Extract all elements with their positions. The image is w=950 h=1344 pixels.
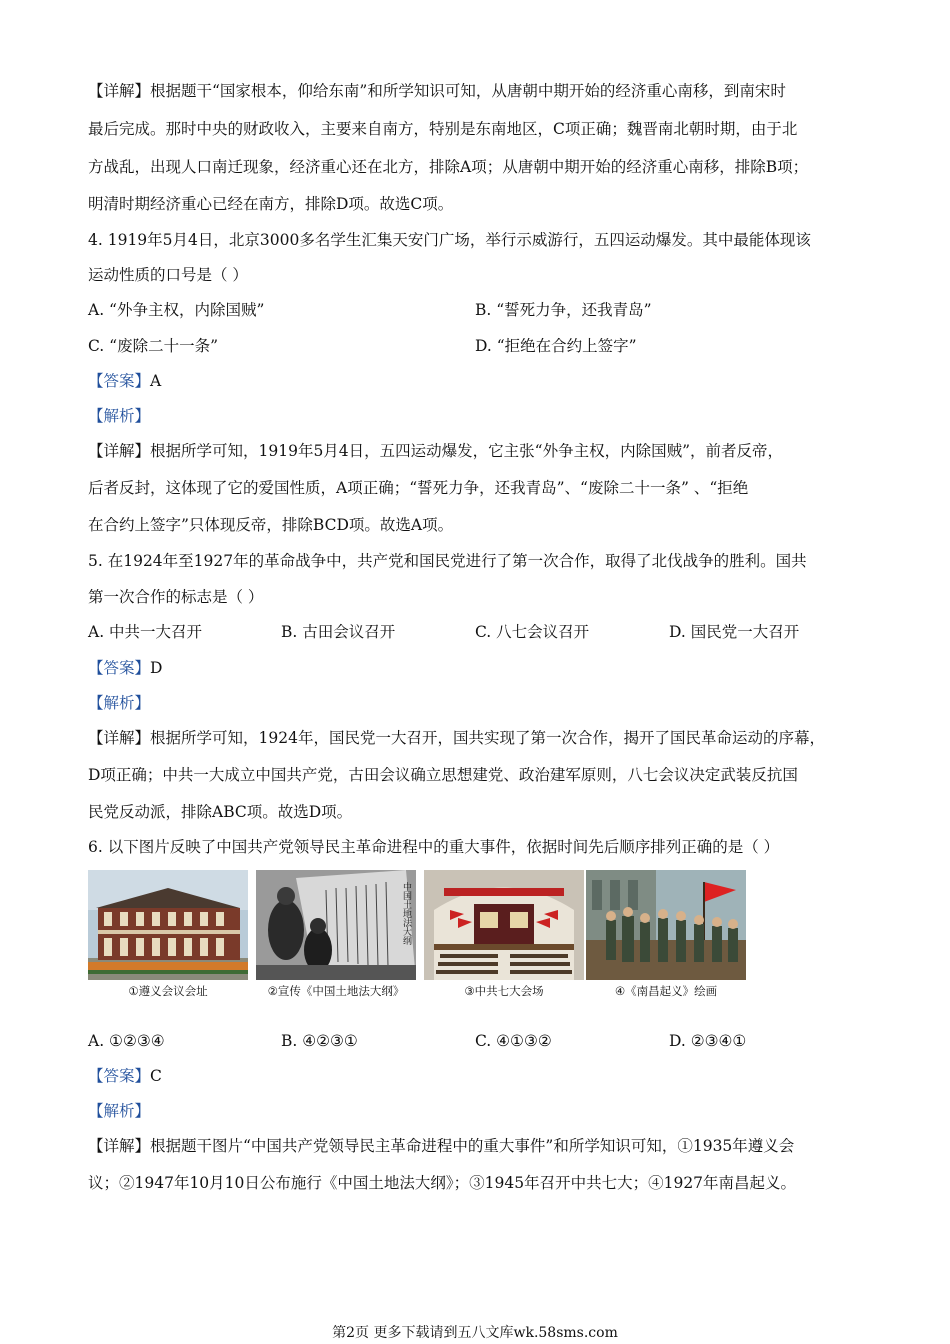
q4-detail-line: 【详解】根据所学可知，1919年5月4日，五四运动爆发，它主张“外争主权，内除国贼”，前者反帝， (88, 442, 784, 460)
figure-caption: ④《南昌起义》绘画 (614, 984, 718, 998)
figure-land-law (256, 870, 416, 999)
q4-option-a: A. “外争主权，内除国贼” (88, 301, 265, 319)
q3-detail-line: 明清时期经济重心已经在南方，排除D项。故选C项。 (88, 195, 454, 213)
q6-detail-line: 议；②1947年10月10日公布施行《中国土地法大纲》；③1945年召开中共七大；④1927年南昌起义。 (88, 1174, 797, 1192)
q5-detail-line: 【详解】根据所学可知，1924年，国民党一大召开，国共实现了第一次合作，揭开了国民革命运动的序幕， (88, 729, 825, 747)
q6-detail-line: 【详解】根据题干图片“中国共产党领导民主革命进程中的重大事件”和所学知识可知，①1935年遵义会 (88, 1137, 795, 1155)
q5-option-c: C. 八七会议召开 (475, 623, 590, 641)
q3-detail-line: 方战乱，出现人口南迁现象，经济重心还在北方，排除A项；从唐朝中期开始的经济重心南移，排除B项； (88, 158, 809, 176)
board-title: 中国土地法大纲 (401, 882, 411, 945)
zunyi-building-image (88, 870, 248, 980)
q6-answer (88, 1065, 162, 1087)
answer-tag: 【答案】 (88, 1067, 151, 1085)
q5-detail-line: 民党反动派，排除ABC项。故选D项。 (88, 803, 353, 821)
congress-hall-image (424, 870, 584, 980)
figure-seventh-congress (424, 870, 584, 999)
q4-analysis-tag: 【解析】 (88, 407, 151, 425)
q6-option-d: D. ②③④① (669, 1032, 747, 1050)
q4-answer (88, 370, 161, 392)
land-law-image (256, 870, 416, 980)
q5-analysis-tag: 【解析】 (88, 694, 151, 712)
q4-detail-line: 在合约上签字”只体现反帝，排除BCD项。故选A项。 (88, 516, 454, 534)
q6-figure-row (88, 870, 748, 1000)
q4-stem-line: 运动性质的口号是（ ） (88, 266, 248, 284)
q4-option-d: D. “拒绝在合约上签字” (475, 337, 637, 355)
answer-value: D (150, 659, 163, 677)
answer-value: C (150, 1067, 162, 1085)
q4-option-c: C. “废除二十一条” (88, 337, 219, 355)
q5-answer (88, 657, 162, 679)
q4-option-b: B. “誓死力争，还我青岛” (475, 301, 652, 319)
q4-stem-line: 4. 1919年5月4日，北京3000多名学生汇集天安门广场，举行示威游行，五四运动爆发。其中最能体现该 (88, 231, 811, 249)
q3-detail-line: 最后完成。那时中央的财政收入，主要来自南方，特别是东南地区，C项正确；魏晋南北朝时期，由于北 (88, 120, 798, 138)
q6-stem-line: 6. 以下图片反映了中国共产党领导民主革命进程中的重大事件，依据时间先后顺序排列正确的是（ ） (88, 838, 780, 856)
nanchang-painting-image (586, 870, 746, 980)
figure-caption: ①遵义会议会址 (128, 984, 208, 998)
q3-detail-line: 【详解】根据题干“国家根本，仰给东南”和所学知识可知，从唐朝中期开始的经济重心南移，到南宋时 (88, 82, 786, 100)
page-footer: 第2页 更多下载请到五八文库wk.58sms.com (332, 1325, 618, 1341)
answer-tag: 【答案】 (88, 372, 151, 390)
figure-caption: ②宣传《中国土地法大纲》 (267, 984, 405, 998)
q5-option-b: B. 古田会议召开 (281, 623, 396, 641)
q5-detail-line: D项正确；中共一大成立中国共产党，古田会议确立思想建党、政治建军原则，八七会议决定武装反抗国 (88, 766, 798, 784)
q6-option-b: B. ④②③① (281, 1032, 358, 1050)
figure-nanchang-painting (586, 870, 746, 999)
q6-analysis-tag: 【解析】 (88, 1102, 151, 1120)
q4-detail-line: 后者反封，这体现了它的爱国性质，A项正确；“誓死力争，还我青岛”、“废除二十一条” 、“拒绝 (88, 479, 749, 497)
q5-stem-line: 第一次合作的标志是（ ） (88, 588, 264, 606)
figure-caption: ③中共七大会场 (464, 984, 544, 998)
q5-option-a: A. 中共一大召开 (88, 623, 203, 641)
q5-option-d: D. 国民党一大召开 (669, 623, 800, 641)
figure-zunyi-site (88, 870, 248, 999)
q6-option-c: C. ④①③② (475, 1032, 552, 1050)
q5-stem-line: 5. 在1924年至1927年的革命战争中，共产党和国民党进行了第一次合作，取得了北伐战争的胜利。国共 (88, 552, 807, 570)
q6-option-a: A. ①②③④ (88, 1032, 165, 1050)
answer-value: A (150, 372, 162, 390)
answer-tag: 【答案】 (88, 659, 151, 677)
